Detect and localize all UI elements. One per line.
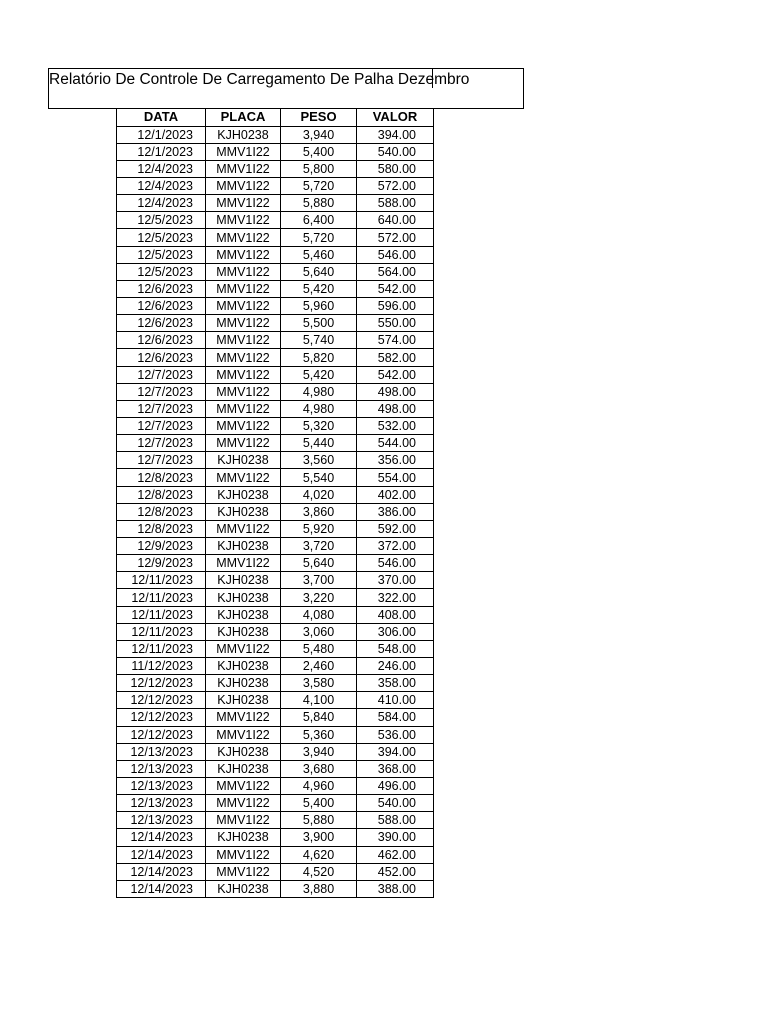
cell-data: 12/7/2023 [117,418,206,435]
cell-valor: 588.00 [357,812,434,829]
cell-data: 12/12/2023 [117,692,206,709]
column-header-peso: PESO [281,109,357,126]
cell-valor: 532.00 [357,418,434,435]
table-row [117,469,434,486]
cell-data: 12/4/2023 [117,160,206,177]
table-row [117,812,434,829]
cell-data: 12/11/2023 [117,623,206,640]
cell-placa: MMV1I22 [206,709,281,726]
cell-valor: 542.00 [357,366,434,383]
cell-peso: 5,400 [281,795,357,812]
table-row [117,880,434,897]
cell-peso: 2,460 [281,658,357,675]
table-row [117,623,434,640]
column-header-placa: PLACA [206,109,281,126]
cell-placa: MMV1I22 [206,263,281,280]
cell-peso: 5,820 [281,349,357,366]
cell-data: 12/14/2023 [117,863,206,880]
cell-placa: KJH0238 [206,126,281,143]
cell-placa: MMV1I22 [206,143,281,160]
cell-placa: KJH0238 [206,743,281,760]
cell-data: 11/12/2023 [117,658,206,675]
cell-peso: 3,680 [281,760,357,777]
cell-placa: MMV1I22 [206,315,281,332]
table-row [117,675,434,692]
cell-placa: KJH0238 [206,880,281,897]
cell-peso: 5,720 [281,178,357,195]
cell-valor: 536.00 [357,726,434,743]
cell-placa: MMV1I22 [206,178,281,195]
cell-valor: 564.00 [357,263,434,280]
cell-peso: 4,080 [281,606,357,623]
table-row [117,160,434,177]
cell-peso: 3,860 [281,503,357,520]
table-row [117,332,434,349]
table-row [117,400,434,417]
cell-valor: 408.00 [357,606,434,623]
cell-data: 12/8/2023 [117,486,206,503]
cell-peso: 3,880 [281,880,357,897]
cell-valor: 540.00 [357,143,434,160]
table-row [117,126,434,143]
table-row [117,743,434,760]
cell-peso: 5,920 [281,520,357,537]
cell-data: 12/5/2023 [117,229,206,246]
table-row [117,709,434,726]
cell-data: 12/11/2023 [117,589,206,606]
cell-peso: 4,100 [281,692,357,709]
cell-peso: 5,400 [281,143,357,160]
cell-peso: 3,900 [281,829,357,846]
report-title: Relatório De Controle De Carregamento De Palha Dezembro [49,71,470,88]
cell-placa: KJH0238 [206,692,281,709]
cell-valor: 596.00 [357,298,434,315]
table-row [117,640,434,657]
cell-valor: 550.00 [357,315,434,332]
table-row [117,606,434,623]
cell-valor: 574.00 [357,332,434,349]
cell-peso: 5,840 [281,709,357,726]
cell-valor: 544.00 [357,435,434,452]
cell-valor: 546.00 [357,555,434,572]
table-row [117,452,434,469]
cell-data: 12/1/2023 [117,126,206,143]
cell-peso: 4,980 [281,383,357,400]
cell-placa: MMV1I22 [206,812,281,829]
cell-placa: MMV1I22 [206,229,281,246]
cell-placa: KJH0238 [206,538,281,555]
cell-valor: 582.00 [357,349,434,366]
cell-data: 12/13/2023 [117,795,206,812]
cell-data: 12/6/2023 [117,349,206,366]
cell-peso: 3,060 [281,623,357,640]
table-row [117,829,434,846]
cell-placa: MMV1I22 [206,400,281,417]
cell-data: 12/4/2023 [117,195,206,212]
cell-peso: 5,360 [281,726,357,743]
cell-placa: KJH0238 [206,658,281,675]
cell-valor: 368.00 [357,760,434,777]
cell-data: 12/7/2023 [117,383,206,400]
cell-valor: 388.00 [357,880,434,897]
cell-placa: MMV1I22 [206,863,281,880]
cell-valor: 588.00 [357,195,434,212]
cell-data: 12/7/2023 [117,366,206,383]
table-row [117,143,434,160]
cell-peso: 4,520 [281,863,357,880]
cell-placa: KJH0238 [206,503,281,520]
table-row [117,349,434,366]
cell-data: 12/9/2023 [117,555,206,572]
cell-placa: KJH0238 [206,623,281,640]
table-row [117,212,434,229]
cell-placa: KJH0238 [206,675,281,692]
cell-placa: MMV1I22 [206,846,281,863]
cell-valor: 386.00 [357,503,434,520]
cell-peso: 5,720 [281,229,357,246]
table-row [117,538,434,555]
cell-placa: MMV1I22 [206,777,281,794]
cell-placa: MMV1I22 [206,332,281,349]
cell-data: 12/12/2023 [117,709,206,726]
cell-data: 12/6/2023 [117,280,206,297]
column-header-data: DATA [117,109,206,126]
cell-peso: 3,580 [281,675,357,692]
cell-peso: 4,620 [281,846,357,863]
cell-placa: KJH0238 [206,452,281,469]
cell-data: 12/8/2023 [117,503,206,520]
cell-placa: KJH0238 [206,829,281,846]
cell-valor: 498.00 [357,383,434,400]
table-row [117,589,434,606]
table-body [117,126,434,897]
table-row [117,503,434,520]
table-row [117,263,434,280]
cell-peso: 5,880 [281,195,357,212]
cell-data: 12/11/2023 [117,606,206,623]
cell-data: 12/14/2023 [117,829,206,846]
cell-data: 12/13/2023 [117,743,206,760]
cell-data: 12/9/2023 [117,538,206,555]
table-row [117,280,434,297]
cell-valor: 546.00 [357,246,434,263]
cell-placa: MMV1I22 [206,726,281,743]
cell-valor: 592.00 [357,520,434,537]
table-row [117,846,434,863]
cell-valor: 462.00 [357,846,434,863]
cell-placa: MMV1I22 [206,298,281,315]
cell-placa: MMV1I22 [206,280,281,297]
cell-valor: 322.00 [357,589,434,606]
table-row [117,418,434,435]
table-row [117,555,434,572]
cell-data: 12/11/2023 [117,572,206,589]
cell-placa: KJH0238 [206,760,281,777]
cell-peso: 3,720 [281,538,357,555]
table-row [117,726,434,743]
cell-placa: MMV1I22 [206,520,281,537]
cell-data: 12/13/2023 [117,812,206,829]
table-row [117,229,434,246]
cell-data: 12/5/2023 [117,212,206,229]
cell-peso: 5,420 [281,280,357,297]
cell-peso: 5,740 [281,332,357,349]
cell-data: 12/4/2023 [117,178,206,195]
cell-valor: 584.00 [357,709,434,726]
cell-peso: 5,800 [281,160,357,177]
cell-valor: 496.00 [357,777,434,794]
cell-valor: 246.00 [357,658,434,675]
cell-valor: 554.00 [357,469,434,486]
cell-data: 12/13/2023 [117,760,206,777]
cell-peso: 5,320 [281,418,357,435]
cell-valor: 402.00 [357,486,434,503]
cell-data: 12/5/2023 [117,246,206,263]
cell-placa: KJH0238 [206,572,281,589]
cell-data: 12/6/2023 [117,298,206,315]
table-row [117,435,434,452]
table-row [117,366,434,383]
cell-peso: 5,960 [281,298,357,315]
cell-valor: 498.00 [357,400,434,417]
table-row [117,298,434,315]
table-row [117,795,434,812]
cell-data: 12/12/2023 [117,675,206,692]
cell-placa: MMV1I22 [206,246,281,263]
cell-peso: 4,020 [281,486,357,503]
cell-peso: 5,880 [281,812,357,829]
cell-valor: 572.00 [357,229,434,246]
table-row [117,178,434,195]
cell-data: 12/7/2023 [117,452,206,469]
cell-valor: 540.00 [357,795,434,812]
cell-valor: 410.00 [357,692,434,709]
cell-data: 12/11/2023 [117,640,206,657]
cell-placa: KJH0238 [206,589,281,606]
cell-valor: 548.00 [357,640,434,657]
header-row [117,109,434,126]
table-row [117,520,434,537]
table-row [117,777,434,794]
column-header-valor: VALOR [357,109,434,126]
cell-placa: MMV1I22 [206,795,281,812]
cell-data: 12/5/2023 [117,263,206,280]
cell-placa: MMV1I22 [206,160,281,177]
cell-valor: 370.00 [357,572,434,589]
cell-placa: MMV1I22 [206,555,281,572]
cell-placa: MMV1I22 [206,212,281,229]
cell-peso: 3,940 [281,743,357,760]
cell-peso: 5,480 [281,640,357,657]
cell-data: 12/14/2023 [117,846,206,863]
table-row [117,246,434,263]
cell-peso: 4,960 [281,777,357,794]
cell-data: 12/7/2023 [117,435,206,452]
cell-peso: 3,700 [281,572,357,589]
cell-placa: MMV1I22 [206,195,281,212]
cell-valor: 580.00 [357,160,434,177]
cell-data: 12/14/2023 [117,880,206,897]
table-row [117,195,434,212]
cell-peso: 3,560 [281,452,357,469]
table-row [117,760,434,777]
table-row [117,486,434,503]
cell-data: 12/1/2023 [117,143,206,160]
cell-peso: 3,940 [281,126,357,143]
cell-valor: 372.00 [357,538,434,555]
cell-placa: MMV1I22 [206,469,281,486]
cell-data: 12/8/2023 [117,520,206,537]
cell-peso: 5,540 [281,469,357,486]
cell-valor: 356.00 [357,452,434,469]
cell-valor: 306.00 [357,623,434,640]
cell-peso: 5,460 [281,246,357,263]
cell-valor: 542.00 [357,280,434,297]
cell-peso: 4,980 [281,400,357,417]
cell-placa: MMV1I22 [206,349,281,366]
cell-peso: 6,400 [281,212,357,229]
cell-peso: 5,640 [281,555,357,572]
cell-data: 12/12/2023 [117,726,206,743]
table-row [117,692,434,709]
cell-peso: 5,500 [281,315,357,332]
cell-placa: MMV1I22 [206,435,281,452]
cell-placa: MMV1I22 [206,366,281,383]
cell-data: 12/7/2023 [117,400,206,417]
table-row [117,315,434,332]
cell-placa: KJH0238 [206,606,281,623]
cell-valor: 640.00 [357,212,434,229]
cell-valor: 394.00 [357,126,434,143]
cell-valor: 572.00 [357,178,434,195]
cell-peso: 5,640 [281,263,357,280]
cell-valor: 390.00 [357,829,434,846]
table-row [117,863,434,880]
cell-valor: 358.00 [357,675,434,692]
cell-data: 12/6/2023 [117,332,206,349]
cell-data: 12/13/2023 [117,777,206,794]
cell-valor: 394.00 [357,743,434,760]
cell-peso: 5,440 [281,435,357,452]
cell-placa: MMV1I22 [206,418,281,435]
cell-valor: 452.00 [357,863,434,880]
table-row [117,572,434,589]
table-row [117,658,434,675]
cell-data: 12/8/2023 [117,469,206,486]
report-table [116,109,434,898]
cell-data: 12/6/2023 [117,315,206,332]
cell-peso: 5,420 [281,366,357,383]
cell-placa: KJH0238 [206,486,281,503]
cell-peso: 3,220 [281,589,357,606]
table-row [117,383,434,400]
cell-placa: MMV1I22 [206,640,281,657]
cell-placa: MMV1I22 [206,383,281,400]
